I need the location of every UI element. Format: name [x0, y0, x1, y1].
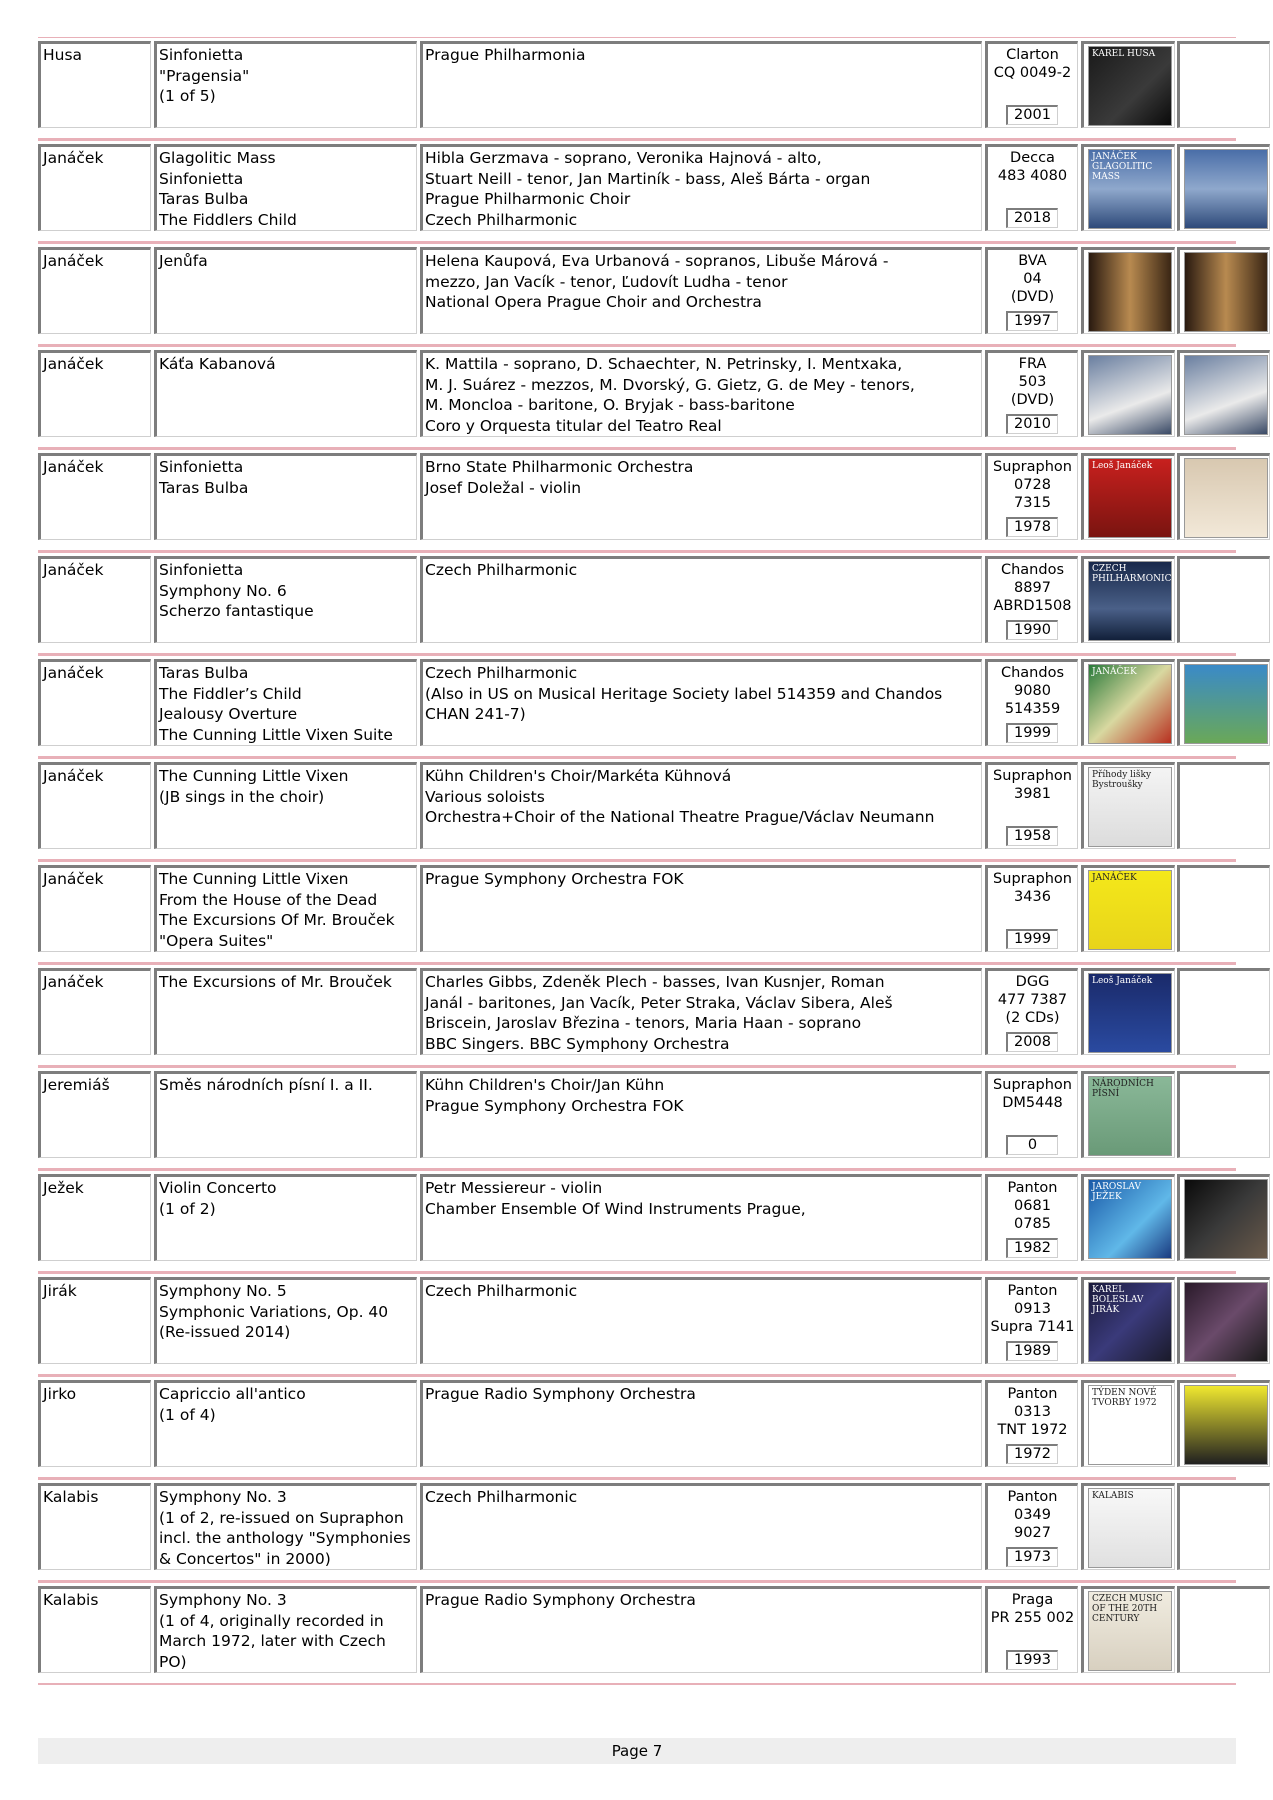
composer-cell [38, 1380, 151, 1467]
image-cell-1 [1081, 1277, 1175, 1364]
composer-cell [38, 968, 151, 1055]
year-value: 2018 [1014, 210, 1051, 226]
work-title: Violin Concerto (1 of 2) [159, 1179, 277, 1218]
performers-text: Kühn Children's Choir/Markéta Kühnová Various soloists Orchestra+Choir of the National Theatre Prague/Václav Neumann [425, 767, 935, 826]
composer-name: Husa [43, 46, 83, 64]
stage-photo-image[interactable] [1184, 252, 1268, 332]
image-cell-2 [1177, 865, 1270, 952]
year-box [1006, 1135, 1058, 1155]
label-cell [985, 865, 1078, 952]
performers-text: Prague Radio Symphony Orchestra [425, 1385, 696, 1403]
work-title: Káťa Kabanová [159, 355, 276, 373]
year-box [1006, 620, 1058, 640]
performers-text: Czech Philharmonic (Also in US on Musical Heritage Society label 514359 and Chandos CHAN 241-7) [425, 664, 943, 723]
work-title: Taras Bulba The Fiddler’s Child Jealousy Overture The Cunning Little Vixen Suite [159, 664, 393, 744]
composer-name: Janáček [43, 252, 104, 270]
performers-text: Czech Philharmonic [425, 1282, 578, 1300]
composer-cell [38, 1483, 151, 1570]
composer-cell [38, 41, 151, 128]
album-back-image[interactable] [1184, 458, 1268, 538]
label-cell [985, 247, 1078, 334]
album-cover-image[interactable] [1088, 1488, 1172, 1568]
label-cell [985, 41, 1078, 128]
year-value: 1958 [1014, 828, 1051, 844]
work-cell [154, 556, 417, 643]
label-cell [985, 1586, 1078, 1673]
stage-photo-image[interactable] [1088, 252, 1172, 332]
composer-name: Jeremiáš [43, 1076, 110, 1094]
cover-title-text: JANÁČEK [1092, 667, 1137, 677]
performers-cell [420, 1483, 982, 1570]
performers-text: Hibla Gerzmava - soprano, Veronika Hajnová - alto, Stuart Neill - tenor, Jan Martiník - bass, Aleš Bárta - organ Prague Philharmonic Choir Czech Philharmonic [425, 149, 871, 229]
table-row [38, 243, 1236, 346]
image-cell-1 [1081, 762, 1175, 849]
image-cell-1 [1081, 350, 1175, 437]
composer-cell [38, 865, 151, 952]
image-cell-2 [1177, 350, 1270, 437]
year-box [1006, 1444, 1058, 1464]
image-cell-1 [1081, 247, 1175, 334]
label-catalog: Panton 0349 9027 [1007, 1489, 1058, 1541]
album-cover-image[interactable] [1088, 561, 1172, 641]
table-row [38, 655, 1236, 758]
table-row [38, 1067, 1236, 1170]
work-title: Sinfonietta Taras Bulba [159, 458, 249, 497]
label-cell [985, 1174, 1078, 1261]
performers-text: Prague Philharmonia [425, 46, 586, 64]
album-cover-image[interactable] [1088, 767, 1172, 847]
work-title: Glagolitic Mass Sinfonietta Taras Bulba The Fiddlers Child [159, 149, 297, 229]
composer-cell [38, 350, 151, 437]
table-row [38, 37, 1236, 140]
label-catalog: Supraphon 3981 [993, 768, 1072, 802]
performers-text: Prague Symphony Orchestra FOK [425, 870, 684, 888]
image-cell-2 [1177, 762, 1270, 849]
label-catalog: Supraphon 0728 7315 [993, 459, 1072, 511]
label-cell [985, 1483, 1078, 1570]
composer-name: Janáček [43, 561, 104, 579]
composer-name: Janáček [43, 870, 104, 888]
year-value: 1978 [1014, 519, 1051, 535]
performers-text: Brno State Philharmonic Orchestra Josef Doležal - violin [425, 458, 694, 497]
performers-text: Kühn Children's Choir/Jan Kühn Prague Symphony Orchestra FOK [425, 1076, 684, 1115]
image-cell-2 [1177, 659, 1270, 746]
performers-cell [420, 41, 982, 128]
composer-name: Jirák [43, 1282, 77, 1300]
album-cover-image[interactable] [1088, 458, 1172, 538]
composer-cell [38, 1277, 151, 1364]
work-title: The Excursions of Mr. Brouček [159, 973, 392, 991]
cover-title-text: NÁRODNÍCH PÍSNÍ [1092, 1079, 1154, 1099]
year-box [1006, 105, 1058, 125]
work-cell [154, 865, 417, 952]
table-row [38, 346, 1236, 449]
table-row [38, 552, 1236, 655]
performers-cell [420, 556, 982, 643]
page-footer [38, 1738, 1236, 1764]
composer-cell [38, 453, 151, 540]
year-value: 1997 [1014, 313, 1051, 329]
work-title: The Cunning Little Vixen (JB sings in the choir) [159, 767, 349, 806]
table-row [38, 964, 1236, 1067]
composer-name: Janáček [43, 973, 104, 991]
image-cell-1 [1081, 865, 1175, 952]
composer-name: Janáček [43, 767, 104, 785]
cover-title-text: KAREL BOLESLAV JIRÁK [1092, 1285, 1144, 1315]
year-value: 0 [1027, 1137, 1038, 1153]
year-box [1006, 1032, 1058, 1052]
composer-name: Janáček [43, 355, 104, 373]
year-value: 1993 [1014, 1652, 1051, 1668]
composer-name: Jirko [43, 1385, 77, 1403]
cover-title-text: Leoš Janáček [1092, 461, 1153, 471]
work-cell [154, 453, 417, 540]
year-value: 1990 [1014, 622, 1051, 638]
image-cell-1 [1081, 1071, 1175, 1158]
performers-text: K. Mattila - soprano, D. Schaechter, N. Petrinsky, I. Mentxaka, M. J. Suárez - mezzos, M. Dvorský, G. Gietz, G. de Mey - tenors, M. Moncloa - baritone, O. Bryjak - bass-baritone Coro y Orquesta titular del Teatro Real [425, 355, 915, 435]
cover-title-text: Příhody lišky Bystroušky [1092, 770, 1152, 790]
table-row [38, 449, 1236, 552]
year-box [1006, 1547, 1058, 1567]
work-title: The Cunning Little Vixen From the House of the Dead The Excursions Of Mr. Brouček "Opera Suites" [159, 870, 395, 950]
label-catalog: Supraphon 3436 [993, 871, 1072, 905]
label-catalog: DGG 477 7387 (2 CDs) [997, 974, 1068, 1026]
label-catalog: Panton 0313 TNT 1972 [997, 1386, 1068, 1438]
composer-name: Kalabis [43, 1591, 99, 1609]
image-cell-1 [1081, 1174, 1175, 1261]
label-catalog: Panton 0913 Supra 7141 [990, 1283, 1075, 1335]
year-value: 1972 [1014, 1446, 1051, 1462]
label-cell [985, 350, 1078, 437]
image-cell-2 [1177, 1277, 1270, 1364]
table-row [38, 140, 1236, 243]
label-catalog: Chandos 8897 ABRD1508 [993, 562, 1072, 614]
composer-name: Janáček [43, 458, 104, 476]
year-box [1006, 826, 1058, 846]
year-box [1006, 1341, 1058, 1361]
year-box [1006, 414, 1058, 434]
performers-cell [420, 247, 982, 334]
year-value: 2010 [1014, 416, 1051, 432]
performers-cell [420, 144, 982, 231]
image-cell-2 [1177, 247, 1270, 334]
work-title: Capriccio all'antico (1 of 4) [159, 1385, 306, 1424]
performers-text: Petr Messiereur - violin Chamber Ensemble Of Wind Instruments Prague, [425, 1179, 806, 1218]
year-value: 1989 [1014, 1343, 1051, 1359]
performers-cell [420, 350, 982, 437]
year-value: 1973 [1014, 1549, 1051, 1565]
work-title: Sinfonietta Symphony No. 6 Scherzo fantastique [159, 561, 314, 620]
table-row [38, 758, 1236, 861]
album-cover-image[interactable] [1088, 1385, 1172, 1465]
album-cover-image[interactable] [1088, 1076, 1172, 1156]
label-catalog: FRA 503 (DVD) [1010, 356, 1055, 408]
year-value: 2001 [1014, 107, 1051, 123]
album-cover-image[interactable] [1088, 1179, 1172, 1259]
page-number: Page 7 [611, 1742, 663, 1760]
table-row [38, 861, 1236, 964]
composer-cell [38, 1586, 151, 1673]
performers-cell [420, 968, 982, 1055]
work-cell [154, 144, 417, 231]
composer-name: Janáček [43, 149, 104, 167]
performers-text: Prague Radio Symphony Orchestra [425, 1591, 696, 1609]
work-cell [154, 1277, 417, 1364]
work-cell [154, 41, 417, 128]
album-cover-image[interactable] [1184, 1179, 1268, 1259]
image-cell-2 [1177, 41, 1270, 128]
work-cell [154, 1483, 417, 1570]
year-value: 1982 [1014, 1240, 1051, 1256]
cover-title-text: CZECH PHILHARMONIC [1092, 564, 1172, 584]
album-cover-image[interactable] [1184, 1282, 1268, 1362]
label-cell [985, 762, 1078, 849]
composer-name: Janáček [43, 664, 104, 682]
cover-title-text: Leoš Janáček [1092, 976, 1153, 986]
year-box [1006, 311, 1058, 331]
composer-cell [38, 1174, 151, 1261]
label-cell [985, 1071, 1078, 1158]
image-cell-1 [1081, 659, 1175, 746]
performers-cell [420, 659, 982, 746]
album-cover-image[interactable] [1184, 664, 1268, 744]
performers-cell [420, 1277, 982, 1364]
work-cell [154, 968, 417, 1055]
composer-cell [38, 1071, 151, 1158]
year-value: 2008 [1014, 1034, 1051, 1050]
year-box [1006, 208, 1058, 228]
performers-cell [420, 762, 982, 849]
label-catalog: Clarton CQ 0049-2 [993, 47, 1072, 81]
image-cell-2 [1177, 144, 1270, 231]
work-cell [154, 1380, 417, 1467]
year-value: 1999 [1014, 931, 1051, 947]
image-cell-1 [1081, 453, 1175, 540]
year-value: 1999 [1014, 725, 1051, 741]
image-cell-2 [1177, 1174, 1270, 1261]
performers-cell [420, 1174, 982, 1261]
label-cell [985, 1380, 1078, 1467]
album-cover-image[interactable] [1088, 870, 1172, 950]
album-cover-image[interactable] [1088, 1591, 1172, 1671]
label-cell [985, 556, 1078, 643]
work-title: Směs národních písní I. a II. [159, 1076, 373, 1094]
cover-title-text: JANÁČEK [1092, 873, 1137, 883]
label-cell [985, 144, 1078, 231]
recordings-table [38, 37, 1236, 1685]
album-cover-image[interactable] [1088, 46, 1172, 126]
work-title: Symphony No. 5 Symphonic Variations, Op. 40 (Re-issued 2014) [159, 1282, 389, 1341]
album-cover-image[interactable] [1088, 1282, 1172, 1362]
label-cell [985, 968, 1078, 1055]
cover-title-text: JAROSLAV JEŽEK [1092, 1182, 1141, 1202]
image-cell-1 [1081, 144, 1175, 231]
table-row [38, 1479, 1236, 1582]
image-cell-2 [1177, 453, 1270, 540]
year-box [1006, 1238, 1058, 1258]
composer-name: Ježek [43, 1179, 84, 1197]
label-cell [985, 1277, 1078, 1364]
album-back-image[interactable] [1184, 1385, 1268, 1465]
work-cell [154, 762, 417, 849]
cover-title-text: CZECH MUSIC OF THE 20TH CENTURY [1092, 1594, 1163, 1624]
work-title: Symphony No. 3 (1 of 2, re-issued on Supraphon incl. the anthology "Symphonies & Concertos" in 2000) [159, 1488, 411, 1568]
album-cover-image[interactable] [1088, 355, 1172, 435]
performers-text: Charles Gibbs, Zdeněk Plech - basses, Ivan Kusnjer, Roman Janál - baritones, Jan Vacík, Peter Straka, Václav Sibera, Aleš Briscein, Jaroslav Březina - tenors, Maria Haan - soprano BBC Singers. BBC Symphony Orchestra [425, 973, 893, 1053]
image-cell-2 [1177, 968, 1270, 1055]
work-cell [154, 247, 417, 334]
image-cell-1 [1081, 556, 1175, 643]
composer-name: Kalabis [43, 1488, 99, 1506]
table-row [38, 1170, 1236, 1273]
album-back-image[interactable] [1184, 355, 1268, 435]
performers-cell [420, 1586, 982, 1673]
album-cover-image[interactable] [1088, 149, 1172, 229]
work-cell [154, 1586, 417, 1673]
composer-cell [38, 659, 151, 746]
year-box [1006, 929, 1058, 949]
performers-text: Czech Philharmonic [425, 1488, 578, 1506]
work-cell [154, 1071, 417, 1158]
cover-title-text: KAREL HUSA [1092, 49, 1156, 59]
image-cell-1 [1081, 968, 1175, 1055]
image-cell-1 [1081, 1380, 1175, 1467]
label-catalog: Decca 483 4080 [997, 150, 1068, 184]
label-cell [985, 453, 1078, 540]
image-cell-2 [1177, 1380, 1270, 1467]
image-cell-2 [1177, 1071, 1270, 1158]
performers-text: Helena Kaupová, Eva Urbanová - sopranos, Libuše Márová - mezzo, Jan Vacík - tenor, Ľudovít Ludha - tenor National Opera Prague Choir and Orchestra [425, 252, 889, 311]
year-box [1006, 517, 1058, 537]
cover-title-text: TÝDEN NOVÉ TVORBY 1972 [1092, 1388, 1157, 1408]
work-cell [154, 350, 417, 437]
album-cover-image[interactable] [1088, 973, 1172, 1053]
performers-cell [420, 453, 982, 540]
album-back-image[interactable] [1184, 149, 1268, 229]
table-row [38, 1376, 1236, 1479]
performers-text: Czech Philharmonic [425, 561, 578, 579]
work-cell [154, 1174, 417, 1261]
performers-cell [420, 865, 982, 952]
label-catalog: Supraphon DM5448 [993, 1077, 1072, 1111]
label-catalog: Chandos 9080 514359 [1000, 665, 1065, 717]
composer-cell [38, 247, 151, 334]
label-catalog: Praga PR 255 002 [990, 1592, 1075, 1626]
image-cell-2 [1177, 1586, 1270, 1673]
label-cell [985, 659, 1078, 746]
table-row [38, 1273, 1236, 1376]
image-cell-2 [1177, 556, 1270, 643]
image-cell-1 [1081, 1586, 1175, 1673]
label-catalog: BVA 04 (DVD) [1010, 253, 1055, 305]
cover-title-text: KALABIS [1092, 1491, 1134, 1501]
image-cell-2 [1177, 1483, 1270, 1570]
label-catalog: Panton 0681 0785 [1007, 1180, 1058, 1232]
image-cell-1 [1081, 1483, 1175, 1570]
composer-cell [38, 144, 151, 231]
table-row [38, 1582, 1236, 1685]
performers-cell [420, 1380, 982, 1467]
year-box [1006, 723, 1058, 743]
cover-title-text: JANÁČEK GLAGOLITIC MASS [1092, 152, 1153, 182]
work-title: Symphony No. 3 (1 of 4, originally recorded in March 1972, later with Czech PO) [159, 1591, 386, 1671]
composer-cell [38, 762, 151, 849]
performers-cell [420, 1071, 982, 1158]
composer-cell [38, 556, 151, 643]
work-cell [154, 659, 417, 746]
album-cover-image[interactable] [1088, 664, 1172, 744]
work-title: Jenůfa [159, 252, 208, 270]
year-box [1006, 1650, 1058, 1670]
image-cell-1 [1081, 41, 1175, 128]
work-title: Sinfonietta "Pragensia" (1 of 5) [159, 46, 250, 105]
